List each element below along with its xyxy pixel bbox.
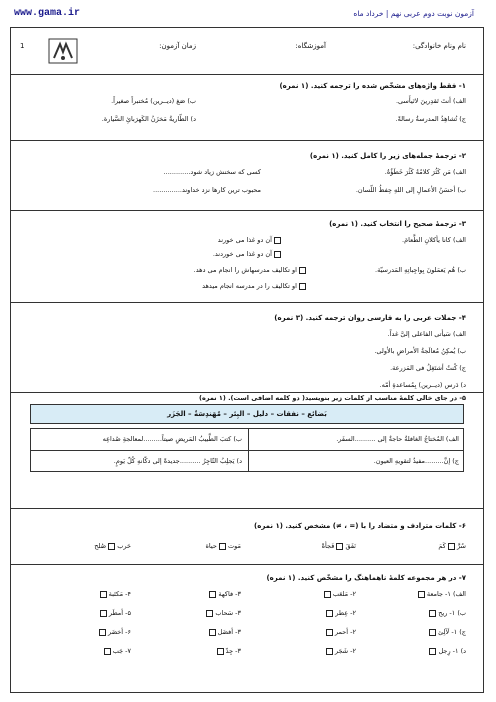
checkbox[interactable] xyxy=(448,543,455,550)
q6-pair-3[interactable]: مَوت حیاة xyxy=(205,542,241,550)
q1-b: ب) صَغ (دیــرین) مُختبراً صغیراً. xyxy=(111,97,196,105)
q6-pair-4[interactable]: حَرب صُلح xyxy=(94,542,131,550)
q3-title: ۳- ترجمهٔ صحیح را انتخاب کنید. (۱ نمره) xyxy=(329,220,466,228)
q5-a: الف) المُختاجُ الغافلةُ حاجةٌ إلی ..........السفَر. xyxy=(336,435,459,443)
q7-option-label: ۳- فاکهة xyxy=(218,590,241,598)
q7-option[interactable] xyxy=(209,628,241,636)
divider xyxy=(10,392,484,393)
q7-option-label: ۲- مَلعَب xyxy=(332,590,356,598)
checkbox[interactable] xyxy=(219,543,226,550)
q2-b-translation: محبوب ترین کارها نزد خداوند.............. xyxy=(153,186,261,194)
time-label: زمان آزمون: xyxy=(159,42,196,50)
checkbox[interactable] xyxy=(299,283,306,290)
checkbox[interactable] xyxy=(209,591,216,598)
q7-option-label: ج) ۱- لَآلِئ xyxy=(438,628,466,636)
q7-option[interactable] xyxy=(206,609,241,617)
q7-option[interactable] xyxy=(99,628,131,636)
divider xyxy=(10,508,484,509)
q7-option-label: ۷- جَب xyxy=(112,647,131,655)
q4-b: ب) یُمکِنُ مُعالَجةُ الأمراضِ بالأولى. xyxy=(374,347,466,355)
q2-b: ب) أحسَنُ الأعمالِ إلی اللهِ حِفظُ اللّسان. xyxy=(355,186,466,194)
q1-d: د) الطّاریةُ مَخزَنُ الکَهرَبائِ السَّیارة. xyxy=(101,115,196,123)
q5-title: ۵- در جای خالی کلمهٔ مناسب از کلمات زیر بنویسید( دو کلمه اضافی است). (۱ نمره) xyxy=(198,394,466,402)
q3-b-option-1[interactable]: او تکالیف مدرسهاش را انجام می دهد. xyxy=(194,266,306,274)
q7-option-label: ۲- أحمر xyxy=(334,628,356,636)
checkbox[interactable] xyxy=(206,610,213,617)
q7-option[interactable] xyxy=(100,609,131,617)
q7-option[interactable] xyxy=(418,590,466,598)
checkbox[interactable] xyxy=(104,648,111,655)
q7-option-label: ۴- مَکتَبة xyxy=(108,590,131,598)
q2-a-translation: کسی که سخنش زیاد شود............. xyxy=(163,168,261,176)
site-url[interactable]: www.gama.ir xyxy=(14,8,81,19)
school-label: آموزشگاه: xyxy=(295,42,326,50)
q7-option-label: ۲- شَجَر xyxy=(334,647,356,655)
page-number: 1 xyxy=(20,42,25,50)
checkbox[interactable] xyxy=(274,251,281,258)
q7-option[interactable] xyxy=(326,647,356,655)
divider xyxy=(10,302,484,303)
divider xyxy=(10,140,484,141)
q3-a-option-2[interactable]: آن دو غذا می خوردند. xyxy=(213,250,281,258)
q5-table xyxy=(30,428,464,472)
info-bar xyxy=(10,27,484,75)
checkbox[interactable] xyxy=(326,648,333,655)
q7-option-label: ۳- سَحاب xyxy=(215,609,241,617)
q7-title: ۷- در هر مجموعه کلمهٔ ناهماهنگ را مشخّص کنید. (۱ نمره) xyxy=(266,574,466,582)
checkbox[interactable] xyxy=(100,591,107,598)
q6-pair-1[interactable]: سُرَّ کَمَ xyxy=(438,542,466,550)
checkbox[interactable] xyxy=(299,267,306,274)
q5-d: د) یَجلِبُ التّاجِرُ ..........جدیدةً إلی دکّانهِ کُلّ یَومٍ. xyxy=(113,457,242,465)
q7-option[interactable] xyxy=(429,628,466,636)
checkbox[interactable] xyxy=(429,610,436,617)
checkbox[interactable] xyxy=(209,629,216,636)
q4-c: ج) کُنتُ أشتَغِلُ فی المَزرعة. xyxy=(390,364,466,372)
q5-b: ب) کتبَ الطَّبیبُ المَریضِ صیتاً.........لمعالجةِ صُداعِه xyxy=(102,435,242,443)
exam-title: آزمون نوبت دوم عربی نهم | خرداد ماه xyxy=(353,9,474,18)
q4-d: د) دَرس (دیــرین) بِمُساعدةِ أمّه. xyxy=(379,381,466,389)
q7-option[interactable] xyxy=(217,647,241,655)
q7-option[interactable] xyxy=(429,647,466,655)
checkbox[interactable] xyxy=(217,648,224,655)
q7-option-label: ۶- أخضَر xyxy=(108,628,131,636)
q7-option-label: ب) ۱- ریح xyxy=(438,609,466,617)
checkbox[interactable] xyxy=(326,629,333,636)
checkbox[interactable] xyxy=(108,543,115,550)
q7-option-label: ۳- أفضَل xyxy=(217,628,241,636)
checkbox[interactable] xyxy=(429,629,436,636)
q4-a: الف) سَیأتی الفاعلی إلیَّ غداً. xyxy=(387,330,466,338)
q7-option[interactable] xyxy=(326,609,356,617)
q7-option-label: ۳- جِدّ xyxy=(225,647,241,655)
logo-icon xyxy=(48,38,78,64)
q7-option-label: ۲- عِطر xyxy=(335,609,356,617)
q3-a-option-1[interactable]: آن دو غذا می خورند xyxy=(218,236,281,244)
q7-option-label: الف) ۱- جامعة xyxy=(426,590,466,598)
q3-b: ب) هُم یَعمَلونَ بِواجِباتِهِ المَدرسیّة. xyxy=(375,266,466,274)
q6-title: ۶- کلمات مترادف و متضاد را با (= ، ≠) مشخص کنید. (۱ نمره) xyxy=(254,522,466,530)
q7-option-label: د) ۱- رِجل xyxy=(438,647,466,655)
q5-c: ج) إنَّ.........مفیدٌ لتقویهِ العیون. xyxy=(373,457,459,465)
divider xyxy=(10,564,484,565)
page-frame xyxy=(10,27,484,693)
checkbox[interactable] xyxy=(336,543,343,550)
q2-title: ۲- ترجمهٔ جمله‌های زیر را کامل کنید. (۱ نمره) xyxy=(309,152,466,160)
checkbox[interactable] xyxy=(324,591,331,598)
q1-c: ج) تُشاهِدُ المدرسةُ رسالةً. xyxy=(395,115,466,123)
name-label: نام ونام خانوادگی: xyxy=(412,42,466,50)
q1-a: الف) أنتَ تَقدِرینَ لاتَیأَسی. xyxy=(395,97,466,105)
checkbox[interactable] xyxy=(418,591,425,598)
q7-option[interactable] xyxy=(104,647,131,655)
q7-option[interactable] xyxy=(100,590,131,598)
q3-b-option-2[interactable]: او تکالیف را در مدرسه انجام میدهد xyxy=(202,282,306,290)
table-divider xyxy=(31,450,463,451)
q6-pair-2[interactable]: نَفَقَ فَجأةً xyxy=(321,542,356,550)
q7-option[interactable] xyxy=(209,590,241,598)
q7-option[interactable] xyxy=(324,590,356,598)
q7-option[interactable] xyxy=(429,609,466,617)
checkbox[interactable] xyxy=(326,610,333,617)
checkbox[interactable] xyxy=(429,648,436,655)
checkbox[interactable] xyxy=(99,629,106,636)
word-bank-text: بَضائع – نفقات – دلیل – البِئر – مُهَندِسَةُ – الجَزَر xyxy=(167,410,327,418)
checkbox[interactable] xyxy=(100,610,107,617)
q7-option-label: ۵- أمطَر xyxy=(108,609,131,617)
word-bank xyxy=(30,404,464,424)
checkbox[interactable] xyxy=(274,237,281,244)
divider xyxy=(10,210,484,211)
q4-title: ۴- جملات عربی را به فارسی روان ترجمه کنید. (۳ نمره) xyxy=(274,314,466,322)
q3-a: الف) کانا یأکلانِ الطَّعامَ. xyxy=(402,236,466,244)
q2-a: الف) مَن کَثُرَ کلامُهُ کَثُرَ خَطَؤُهُ. xyxy=(384,168,466,176)
q1-title: ۱- فقط واژه‌های مشخّص شده را ترجمه کنید. (۱ نمره) xyxy=(279,82,466,90)
q7-option[interactable] xyxy=(326,628,356,636)
